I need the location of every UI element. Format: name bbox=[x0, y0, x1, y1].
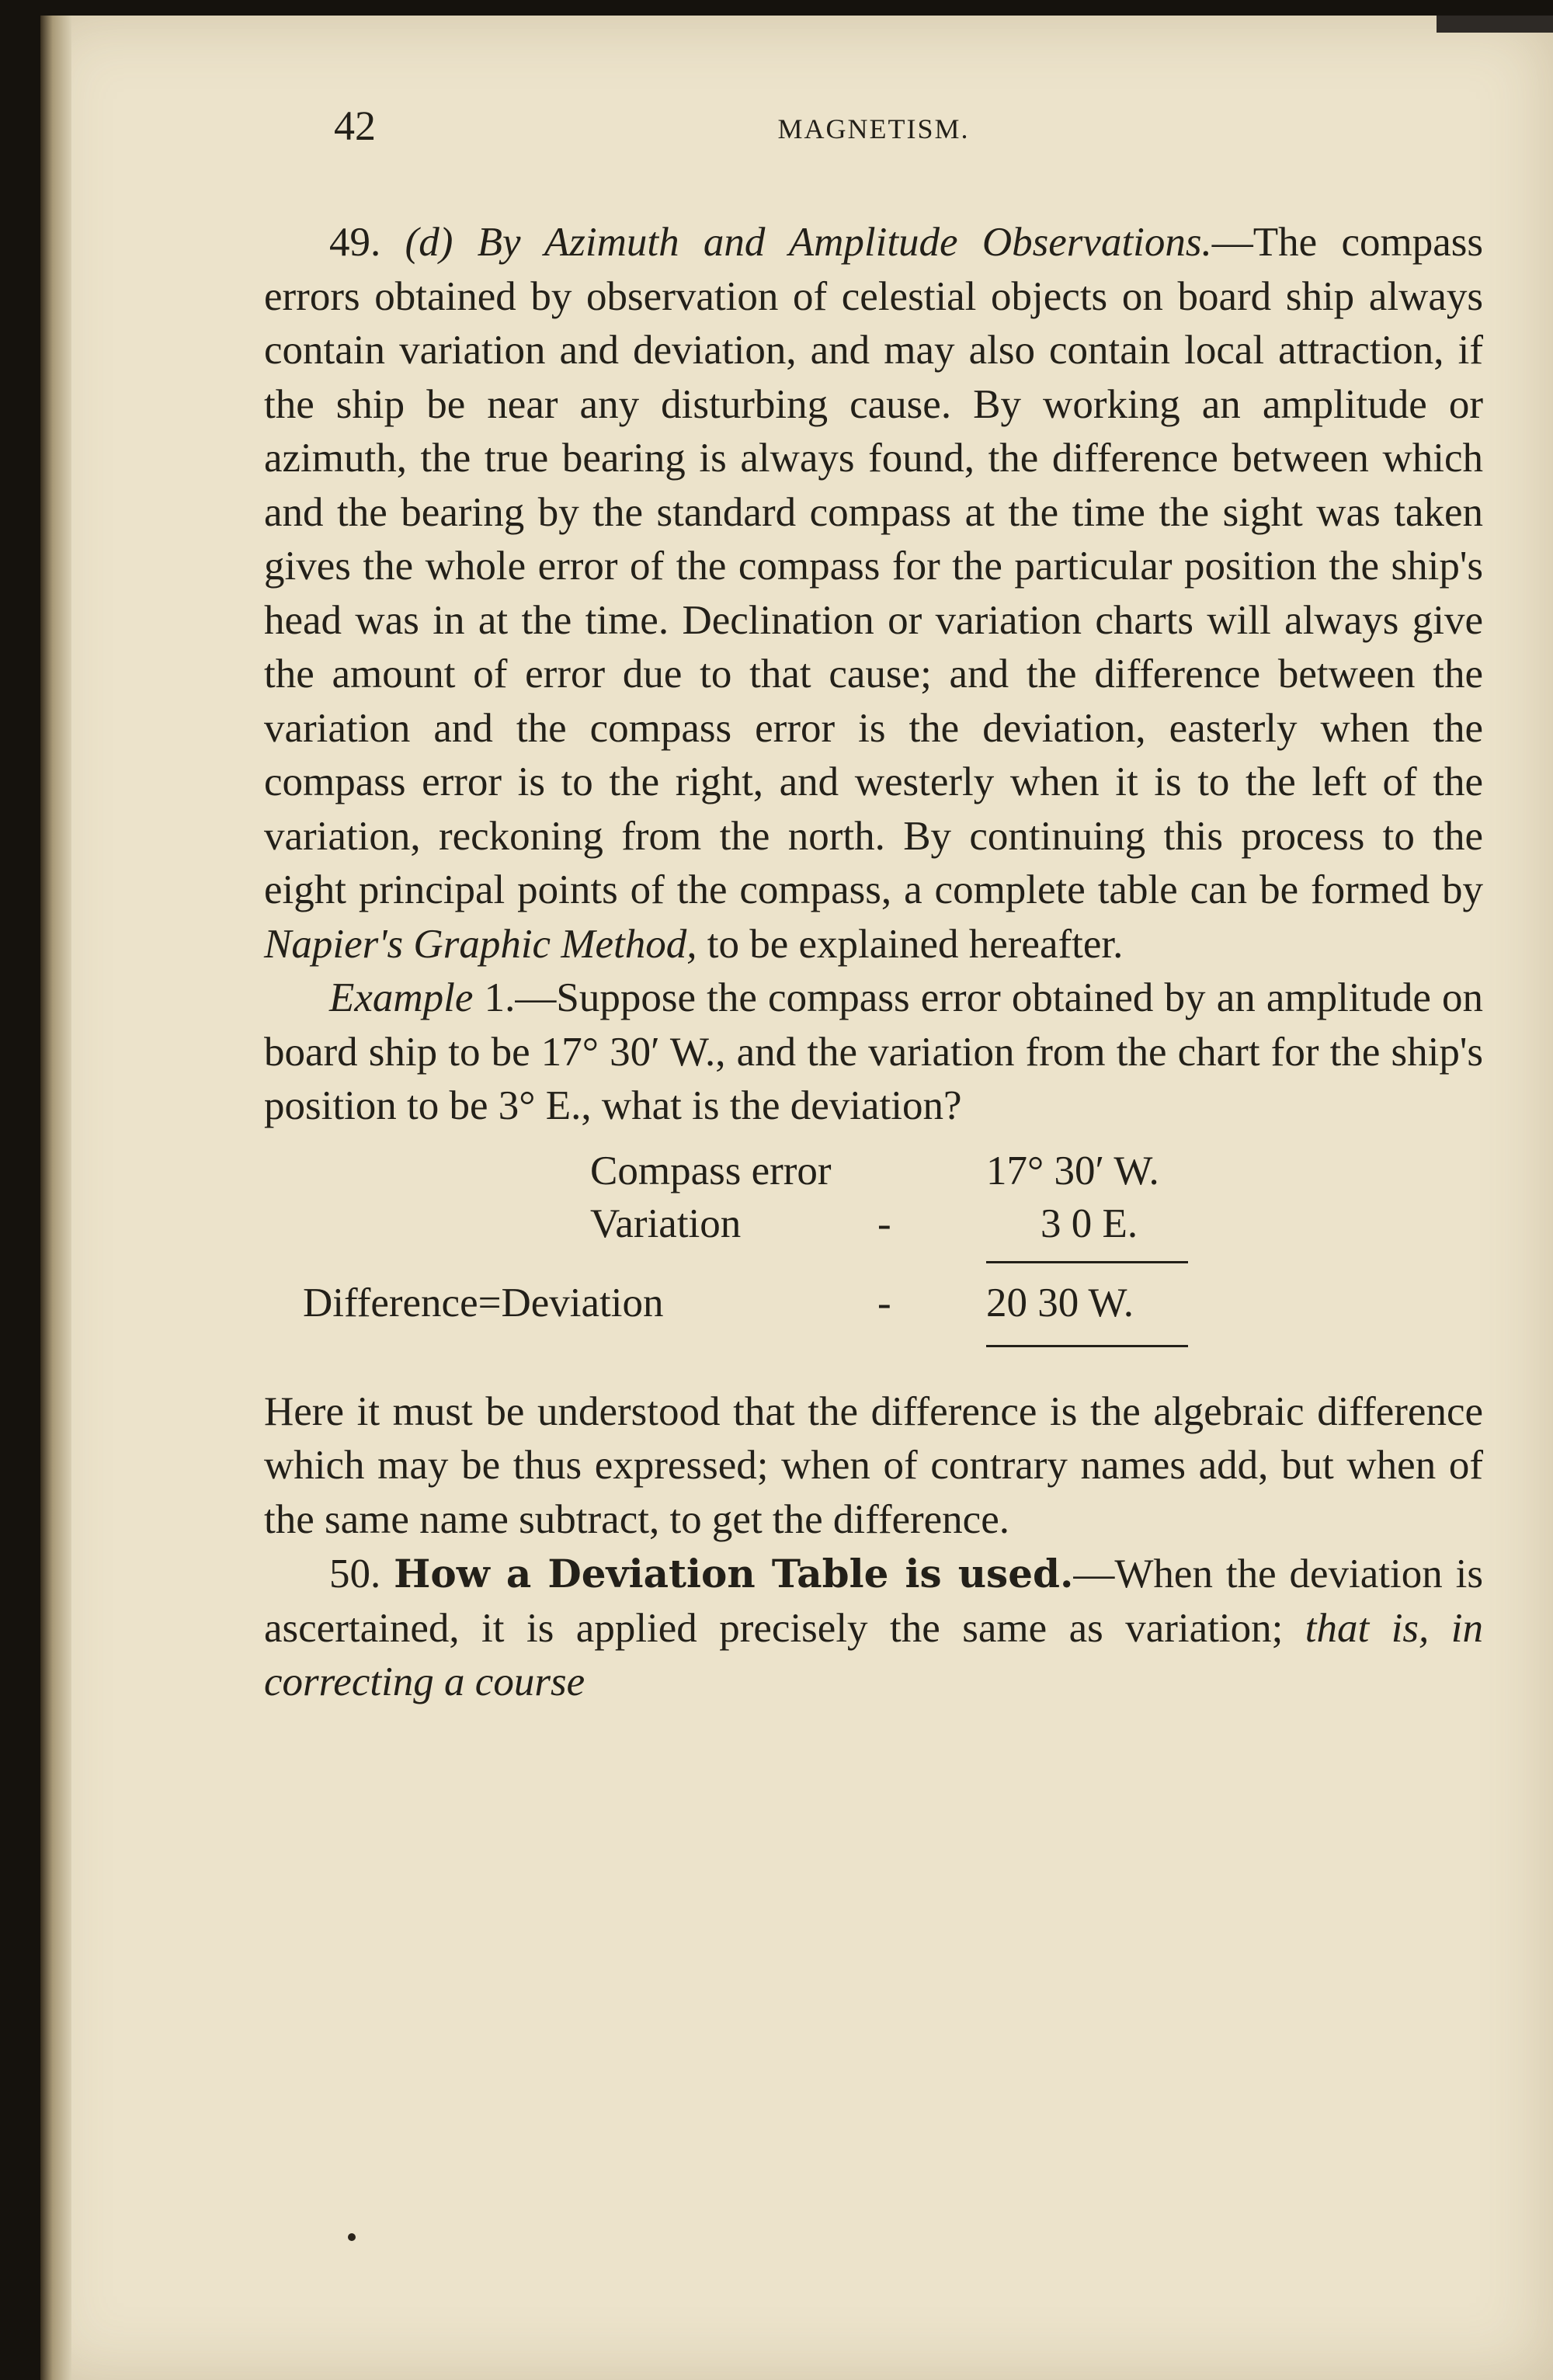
calc-rule-bottom bbox=[986, 1345, 1188, 1347]
section-49-number: 49. bbox=[329, 220, 381, 265]
page-number: 42 bbox=[334, 102, 376, 149]
calc-value: 20 30 W. bbox=[986, 1280, 1134, 1326]
book-page bbox=[40, 16, 1553, 2380]
example-label: Example bbox=[329, 975, 474, 1020]
section-50-title: How a Deviation Table is used. bbox=[394, 1551, 1074, 1597]
section-49-title: By Azimuth and Amplitude Observations. bbox=[477, 220, 1212, 265]
example-paragraph bbox=[264, 971, 1483, 1134]
section-50-italic-text: that is, in correcting a course bbox=[264, 1605, 1483, 1704]
calc-label: Difference=Deviation bbox=[303, 1280, 664, 1326]
calc-row-difference bbox=[264, 1277, 1483, 1331]
page-gutter bbox=[40, 16, 71, 2380]
running-head: MAGNETISM. bbox=[777, 113, 970, 144]
section-50-number: 50. bbox=[329, 1551, 381, 1597]
conclusion-paragraph: Here it must be understood that the difference is the algebraic difference which may be thus expressed; when of contrary names add, but when of the same name subtract, to get the difference. bbox=[264, 1388, 1483, 1542]
page-corner-shadow bbox=[1437, 16, 1553, 33]
calc-label: Variation bbox=[590, 1200, 742, 1246]
calc-row-compass-error bbox=[264, 1145, 1483, 1199]
calc-dash: - bbox=[877, 1280, 891, 1326]
section-49-text-end: to be explained hereafter. bbox=[707, 921, 1124, 967]
page-header bbox=[264, 102, 1483, 149]
section-49-paragraph bbox=[264, 216, 1483, 971]
calc-dash: - bbox=[877, 1200, 891, 1246]
deviation-calculation bbox=[264, 1145, 1483, 1370]
calc-rule-top bbox=[986, 1261, 1188, 1263]
ink-speck bbox=[348, 2233, 356, 2241]
section-50-paragraph bbox=[264, 1547, 1483, 1710]
calc-row-variation bbox=[264, 1197, 1483, 1252]
section-49-text: —The compass errors obtained by observation of celestial objects on board ship always contain variation and deviation, and may also contain local attraction, if the ship be near any disturbing cause. By working an amplitude or azimuth, the true bearing is always found, the difference between which and the bearing by the standard compass at the time the sight was taken gives the whole error of the compass for the particular position the ship's head was in at the time. Declination or variation charts will always give the amount of error due to that cause; and the difference between the variation and the compass error is the deviation, easterly when the compass error is to the right, and westerly when it is to the left of the variation, reckoning from the north. By continuing this process to the eight principal points of the compass, a complete table can be formed by bbox=[264, 220, 1483, 912]
napier-method-reference: Napier's Graphic Method, bbox=[264, 921, 697, 967]
example-text: 1.—Suppose the compass error obtained by an amplitude on board ship to be 17° 30′ W., and the variation from the chart for the ship's position to be 3° E., what is the deviation? bbox=[264, 975, 1484, 1128]
calc-label: Compass error bbox=[590, 1148, 832, 1193]
section-49-label: (d) bbox=[405, 220, 453, 265]
section-50-text: —When the deviation is ascertained, it is applied precisely the same as variation; bbox=[264, 1551, 1484, 1651]
calc-value: 3 0 E. bbox=[1041, 1200, 1138, 1246]
calc-value: 17° 30′ W. bbox=[986, 1148, 1159, 1193]
page-body bbox=[264, 216, 1483, 1710]
